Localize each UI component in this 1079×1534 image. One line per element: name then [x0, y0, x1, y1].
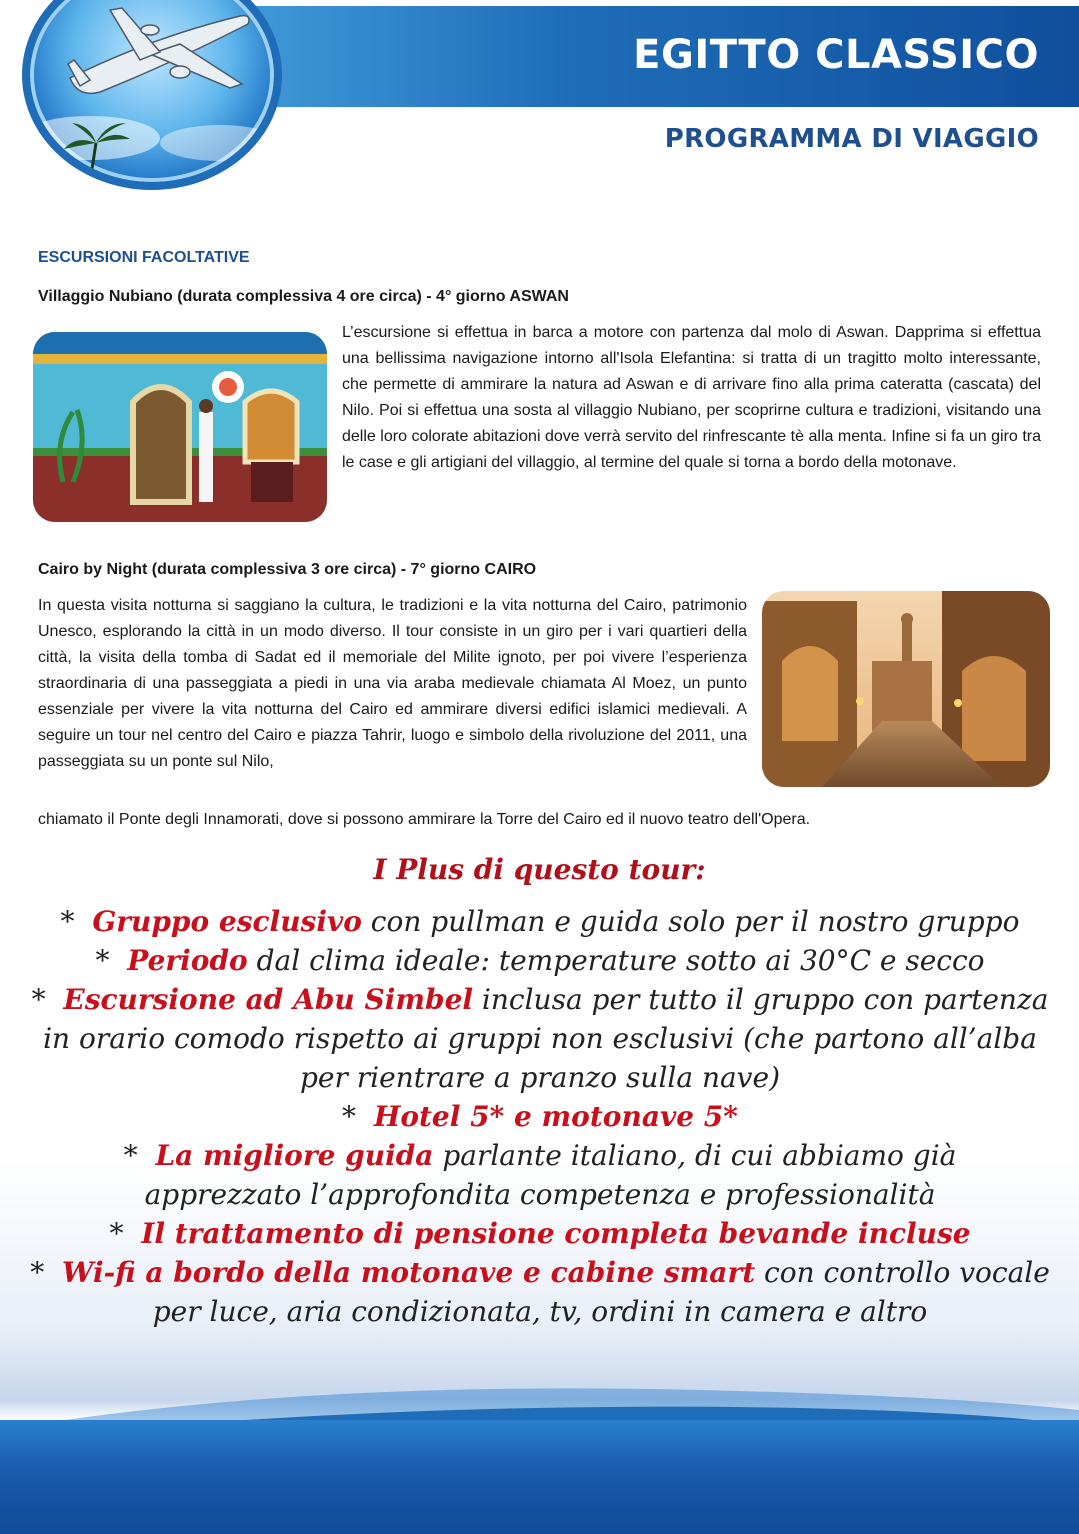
excursion-title-nubian: Villaggio Nubiano (durata complessiva 4 ore circa) - 4° giorno ASWAN [38, 288, 569, 305]
plus-item-text: dal clima ideale: temperature sotto ai 30°C e secco [247, 944, 985, 977]
plus-item-text: con pullman e guida solo per il nostro gruppo [361, 905, 1020, 938]
excursion-text-cairo: In questa visita notturna si saggiano la cultura, le tradizioni e la vita notturna del Cairo, patrimonio Unesco, esplorando la città in un modo diverso. Il tour consiste in un giro per i vari quartieri della città, la visita della tomba di Sadat ed il memoriale del Milite ignoto, per poi vivere l’esperienza straordinaria di una passeggiata a piedi in una via araba medievale chiamata Al Moez, un punto essenziale per vivere la vita notturna del Cairo ed ammirare diversi edifici islamici medievali. A seguire un tour nel centro del Cairo e piazza Tahrir, luogo e simbolo della rivoluzione del 2011, una passeggiata su un ponte sul Nilo, [38, 597, 747, 770]
airplane-icon [30, 0, 274, 182]
plus-item-highlight: Escursione ad Abu Simbel [63, 983, 474, 1016]
plus-item-highlight: Periodo [127, 944, 248, 977]
section-heading: ESCURSIONI FACOLTATIVE [38, 249, 250, 266]
plus-item-highlight: Il trattamento di pensione completa bevande incluse [141, 1217, 971, 1250]
bullet: * [95, 944, 110, 977]
excursion-title-cairo: Cairo by Night (durata complessiva 3 ore circa) - 7° giorno CAIRO [38, 561, 537, 578]
plus-item [20, 1253, 1060, 1331]
bullet: * [123, 1139, 138, 1172]
page-subtitle: PROGRAMMA DI VIAGGIO [664, 124, 1039, 154]
photo-cairo-street [762, 591, 1050, 787]
bullet: * [60, 905, 75, 938]
plus-item-text: con controllo vocale per luce, aria condizionata, tv, ordini in camera e altro [152, 1256, 1050, 1328]
logo-badge [22, 0, 282, 190]
footer-band [0, 1420, 1079, 1534]
plus-list [20, 902, 1060, 1331]
plus-item [20, 1136, 1060, 1214]
plus-item-text: inclusa per tutto il gruppo con partenza in orario comodo rispetto ai gruppi non esclusivi (che partono all’alba per rientrare a pranzo sulla nave) [43, 983, 1049, 1094]
bullet: * [109, 1217, 124, 1250]
photo-nubian-village [33, 332, 327, 522]
excursion-text-nubian: L’escursione si effettua in barca a motore con partenza dal molo di Aswan. Dapprima si effettua una bellissima navigazione intorno all'Isola Elefantina: si tratta di un tragitto molto interessante, che permette di ammirare la natura ad Aswan e di arrivare fino alla prima cateratta (cascata) del Nilo. Poi si effettua una sosta al villaggio Nubiano, per scoprirne cultura e tradizioni, visitando una delle loro colorate abitazioni dove verrà servito del rinfrescante tè alla menta. Infine si fa un giro tra le case e gli artigiani del villaggio, al termine del quale si torna a bordo della motonave. [342, 324, 1041, 471]
plus-item [20, 941, 1060, 980]
plus-item-highlight: Wi-fi a bordo della motonave e cabine smart [62, 1256, 756, 1289]
plus-item [20, 980, 1060, 1097]
bullet: * [342, 1100, 357, 1133]
plus-item-text: parlante italiano, di cui abbiamo già apprezzato l’approfondita competenza e professionalità [144, 1139, 957, 1211]
plus-item-highlight: Hotel 5* e motonave 5* [373, 1100, 738, 1133]
plus-item-highlight: Gruppo esclusivo [92, 905, 362, 938]
page-title: EGITTO CLASSICO [633, 32, 1039, 78]
plus-item [20, 902, 1060, 941]
bullet: * [30, 1256, 45, 1289]
excursion-text-cairo-tail: chiamato il Ponte degli Innamorati, dove si possono ammirare la Torre del Cairo ed il nuovo teatro dell'Opera. [38, 811, 811, 828]
bullet: * [31, 983, 46, 1016]
plus-item [20, 1214, 1060, 1253]
plus-item-highlight: La migliore guida [155, 1139, 434, 1172]
plus-title: I Plus di questo tour: [373, 853, 706, 886]
header-band [150, 6, 1079, 107]
plus-item [20, 1097, 1060, 1136]
